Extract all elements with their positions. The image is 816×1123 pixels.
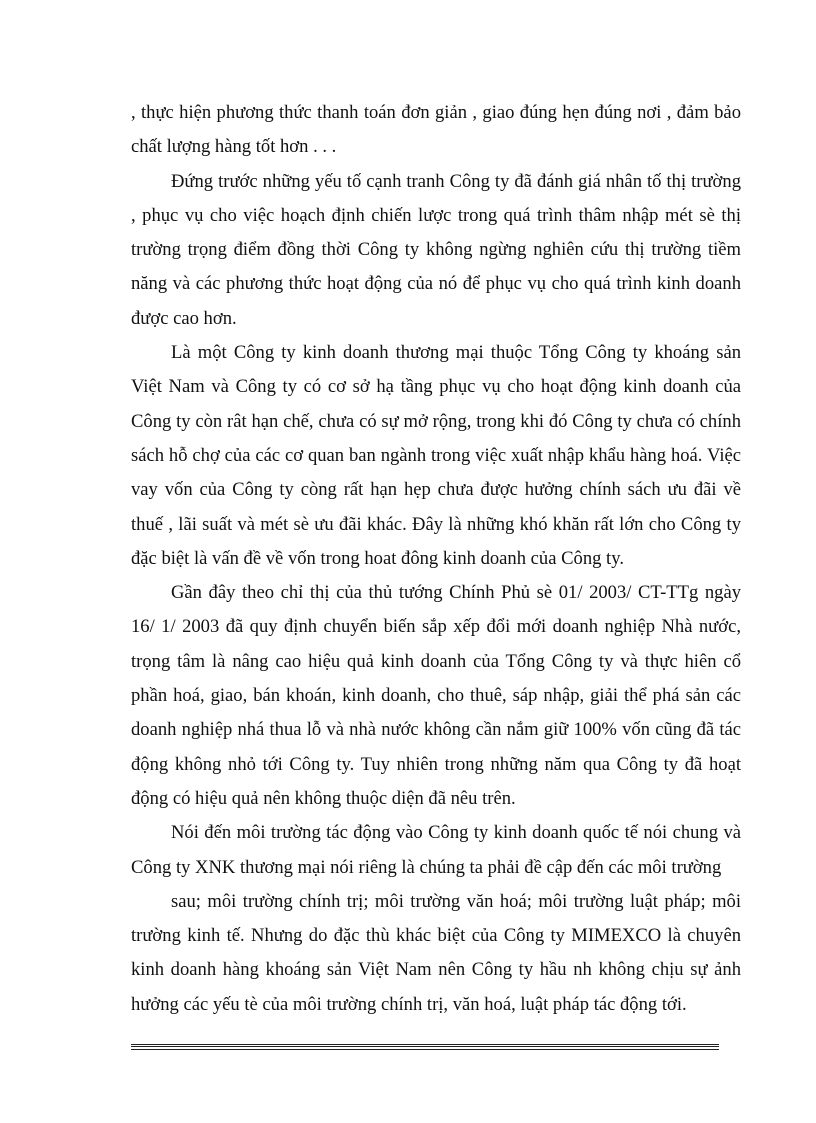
paragraph-environment-list: sau; môi trường chính trị; môi trường văn hoá; môi trường luật pháp; môi trường kinh tế. Nhưng do đặc thù khác biệt của Công ty MIMEXCO là chuyên kinh doanh hàng khoáng sản Việt Nam nên Công ty hầu nh không chịu sự ảnh hưởng các yếu tè của môi trường chính trị, văn hoá, luật pháp tác động tới. <box>131 890 741 1015</box>
paragraph-competition: Đứng trước những yếu tố cạnh tranh Công ty đã đánh giá nhân tố thị trường , phục vụ cho việc hoạch định chiến lược trong quá trình thâm nhập mét sè thị trường trọng điểm đồng thời Công ty không ngừng nghiên cứu thị trường tiềm năng và các phương thức hoạt động của nó để phục vụ cho quá trình kinh doanh được cao hơn. <box>131 170 741 329</box>
footer-rule <box>131 1044 719 1050</box>
paragraph-environment-intro: Nói đến môi trường tác động vào Công ty kinh doanh quốc tế nói chung và Công ty XNK thương mại nói riêng là chúng ta phải đề cập đến các môi trường <box>131 822 741 878</box>
paragraph-directive: Gần đây theo chỉ thị của thủ tướng Chính Phủ sè 01/ 2003/ CT-TTg ngày 16/ 1/ 2003 đã quy định chuyển biến sắp xếp đổi mới doanh nghiệp Nhà nước, trọng tâm là nâng cao hiệu quả kinh doanh của Tổng Công ty và thực hiên cổ phần hoá, giao, bán khoán, kinh doanh, cho thuê, sáp nhập, giải thể phá sản các doanh nghiệp nhá thua lỗ và nhà nước không cần nắm giữ 100% vốn cũng đã tác động không nhỏ tới Công ty. Tuy nhiên trong những năm qua Công ty đã hoạt động có hiệu quả nên không thuộc diện đã nêu trên. <box>131 582 741 809</box>
document-body <box>131 96 741 1022</box>
paragraph-continuation: , thực hiện phương thức thanh toán đơn giản , giao đúng hẹn đúng nơi , đảm bảo chất lượng hàng tốt hơn . . . <box>131 102 741 158</box>
paragraph-company-limits: Là một Công ty kinh doanh thương mại thuộc Tổng Công ty khoáng sản Việt Nam và Công ty có cơ sở hạ tầng phục vụ cho hoạt động kinh doanh của Công ty còn rât hạn chế, chưa có sự mở rộng, trong khi đó Công ty chưa có chính sách hỗ chợ của các cơ quan ban ngành trong việc xuất nhập khẩu hàng hoá. Việc vay vốn của Công ty còng rất hạn hẹp chưa được hưởng chính sách ưu đãi về thuế , lãi suất và mét sè ưu đãi khác. Đây là những khó khăn rất lớn cho Công ty đặc biệt là vấn đề về vốn trong hoat đông kinh doanh của Công ty. <box>131 342 741 569</box>
